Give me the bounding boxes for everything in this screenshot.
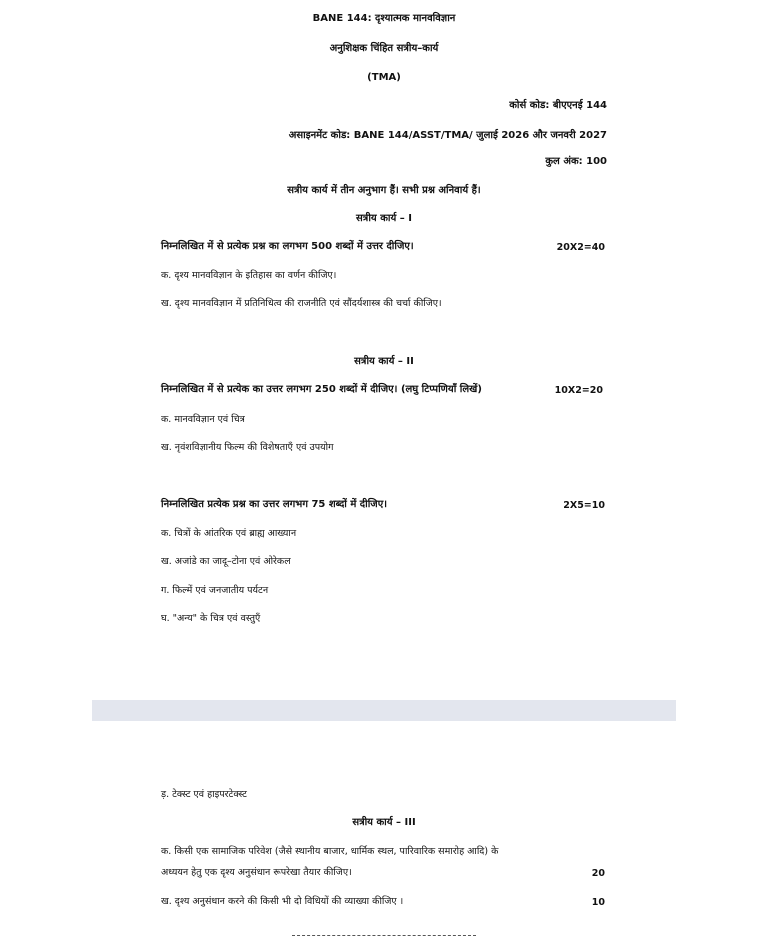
section-2-item2-d: घ. "अन्य" के चित्र एवं वस्तुएँ [161,613,261,624]
section-2-item2-c: ग. फिल्में एवं जनजातीय पर्यटन [161,585,269,596]
section-2-question: निम्नलिखित में से प्रत्येक का उत्तर लगभग 250 शब्दों में दीजिए। (लघु टिप्पणियाँ लिखें) [161,384,482,395]
section-3-item-a-marks: 20 [591,868,605,879]
section-2-item2-a: क. चित्रों के आंतरिक एवं ब्राह्य आख्यान [161,528,297,539]
section-2-item2-b: ख. अजांडे का जादू–टोना एवं ओरेकल [161,556,291,567]
instructions: सत्रीय कार्य में तीन अनुभाग हैं। सभी प्रश्न अनिवार्य हैं। [287,185,481,196]
section-1-question: निम्नलिखित में से प्रत्येक प्रश्न का लगभग 500 शब्दों में उत्तर दीजिए। [161,241,414,252]
assignment-code: असाइनमेंट कोड: BANE 144/ASST/TMA/ जुलाई 2026 और जनवरी 2027 [288,130,607,141]
section-2-item-b: ख. नृवंशविज्ञानीय फिल्म की विशेषताएँ एवं उपयोग [161,442,334,453]
page-break [92,700,676,721]
tma-label: (TMA) [367,72,401,83]
section-2-title: सत्रीय कार्य – II [354,356,414,367]
course-title: BANE 144: दृश्यात्मक मानवविज्ञान [312,13,456,24]
footer-divider [292,935,476,936]
course-code: कोर्स कोड: बीएएनई 144 [509,100,607,111]
total-marks: कुल अंक: 100 [545,156,607,167]
section-2-item2-e: ड़. टेक्स्ट एवं हाइपरटेक्स्ट [161,789,247,800]
section-1-item-b: ख. दृश्य मानवविज्ञान में प्रतिनिधित्व की राजनीति एवं सौंदर्यशास्त्र की चर्चा कीजिए। [161,298,442,309]
section-2-item-a: क. मानवविज्ञान एवं चित्र [161,414,245,425]
section-3-item-b: ख. दृश्य अनुसंधान करने की किसी भी दो विधियों की व्याख्या कीजिए । [161,896,404,907]
section-1-marks: 20X2=40 [556,242,605,253]
section-2-question-2: निम्नलिखित प्रत्येक प्रश्न का उत्तर लगभग 75 शब्दों में दीजिए। [161,499,388,510]
section-1-item-a: क. दृश्य मानवविज्ञान के इतिहास का वर्णन कीजिए। [161,270,337,281]
section-3-item-b-marks: 10 [591,897,605,908]
section-3-item-a-line-2: अध्ययन हेतु एक दृश्य अनुसंधान रूपरेखा तैयार कीजिए। [161,867,352,878]
assignment-type: अनुशिक्षक चिंहित सत्रीय–कार्य [329,43,439,54]
document-page-2 [92,721,676,952]
section-3-item-a-line-1: क. किसी एक सामाजिक परिवेश (जैसे स्थानीय बाजार, धार्मिक स्थल, पारिवारिक समारोह आदि) के [161,846,499,857]
section-2-marks-2: 2X5=10 [563,500,605,511]
section-3-title: सत्रीय कार्य – III [352,817,416,828]
section-2-marks: 10X2=20 [554,385,603,396]
section-1-title: सत्रीय कार्य – I [356,213,412,224]
